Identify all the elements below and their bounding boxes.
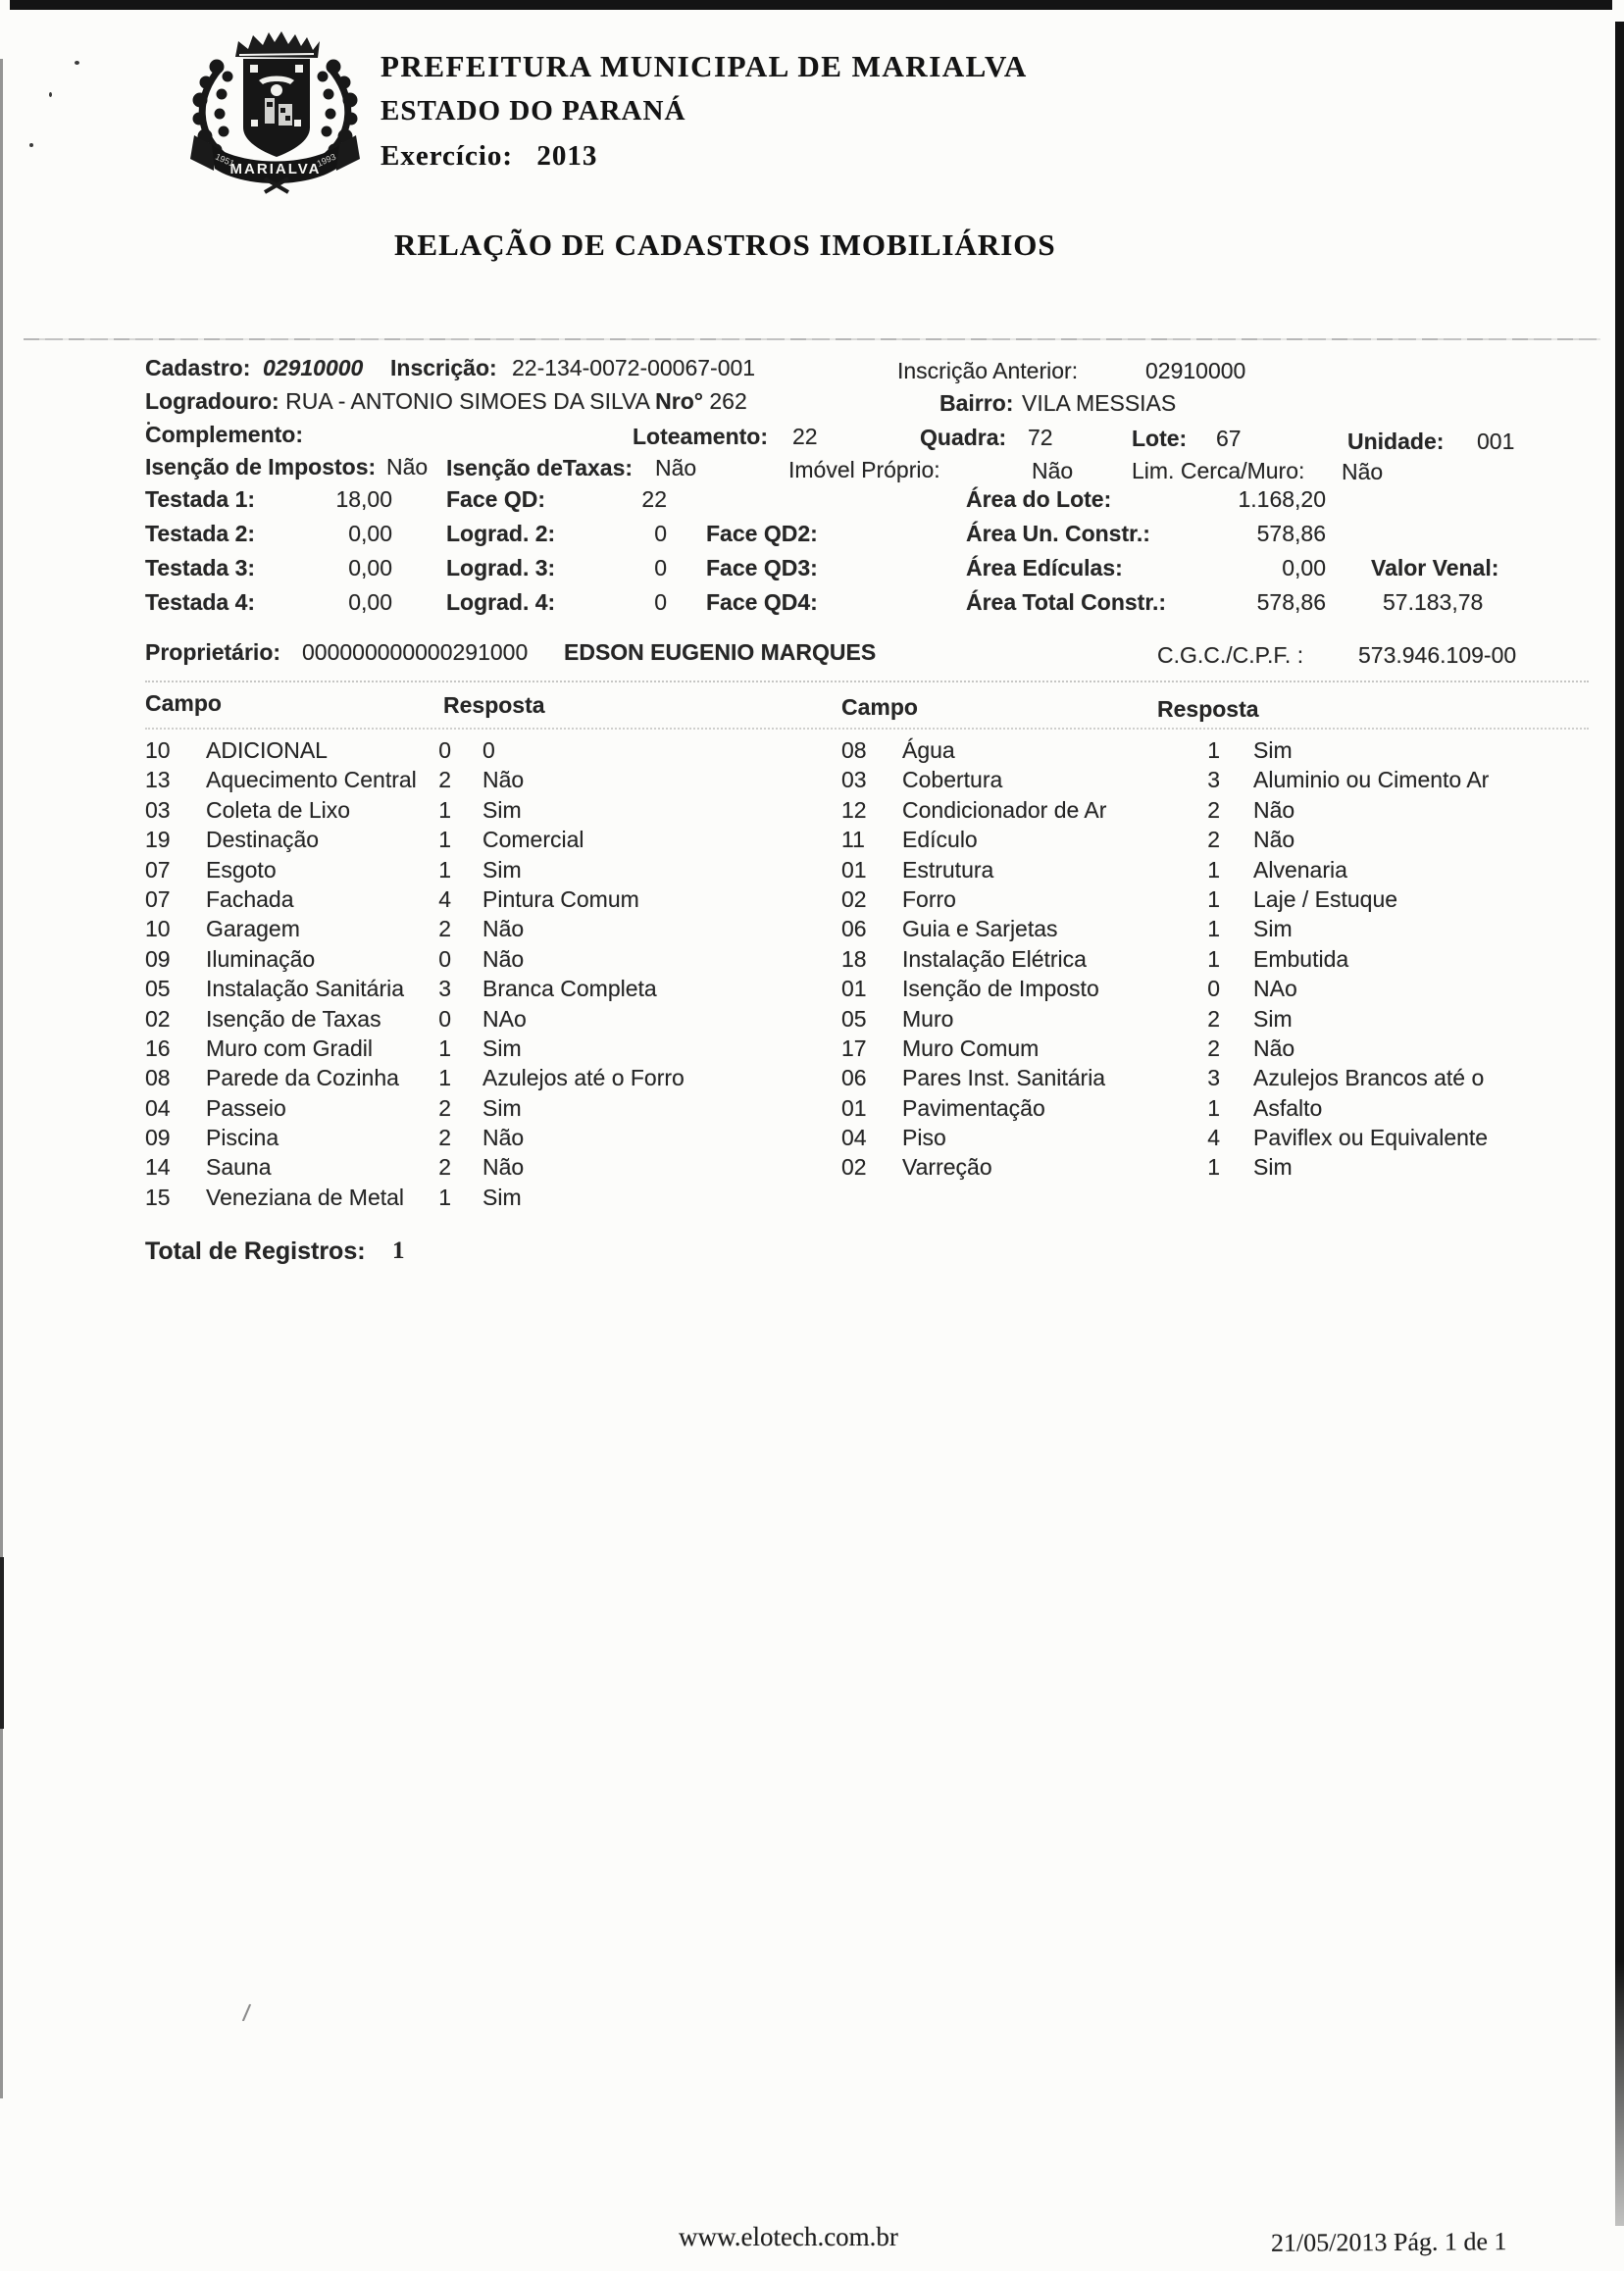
testada-label: Testada 4: (145, 589, 256, 615)
imovel-proprio-value: Não (1032, 458, 1074, 483)
campo-code: 12 (841, 796, 867, 823)
resposta-text: Sim (482, 796, 522, 823)
resposta-text: 0 (482, 737, 495, 763)
campo-row (145, 1006, 832, 1035)
nro-value: 262 (709, 388, 747, 414)
logradouro-label: Logradouro: (145, 388, 279, 414)
resposta-text: NAo (1253, 976, 1297, 1002)
campo-row (841, 1095, 1528, 1125)
unidade-value: 001 (1477, 429, 1515, 454)
campo-code: 04 (841, 1125, 867, 1151)
campo-row (841, 827, 1528, 856)
complemento-label: Complemento: (145, 422, 303, 447)
campo-label: Varreção (902, 1154, 992, 1181)
campo-code: 06 (841, 1065, 867, 1091)
campo-label: Muro Comum (902, 1035, 1040, 1061)
campo-label: Aquecimento Central (206, 767, 417, 793)
campo-label: ADICIONAL (206, 737, 328, 763)
area-label: Área Total Constr.: (966, 589, 1167, 615)
resposta-code: 1 (1207, 1154, 1220, 1181)
footer-date-page: 21/05/2013 Pág. 1 de 1 (1270, 2227, 1507, 2257)
resposta-text: Azulejos Brancos até o (1253, 1065, 1485, 1091)
proprietario-codigo: 000000000000291000 (302, 639, 529, 665)
inscricao-value: 22-134-0072-00067-001 (512, 355, 756, 380)
lote-value: 67 (1216, 426, 1242, 451)
resposta-code: 1 (1207, 885, 1220, 912)
campo-code: 10 (145, 916, 171, 942)
campo-code: 02 (841, 885, 867, 912)
campo-list-right (841, 737, 1528, 1185)
resposta-code: 2 (1207, 1005, 1220, 1032)
campo-row (841, 767, 1528, 796)
scan-speck (29, 143, 33, 147)
campo-label: Condicionador de Ar (902, 796, 1107, 823)
campo-label: Veneziana de Metal (206, 1184, 405, 1210)
campo-header-left: Campo (145, 690, 222, 716)
resposta-text: Asfalto (1253, 1094, 1323, 1121)
isencao-impostos-value: Não (386, 454, 429, 479)
campo-row (145, 857, 832, 886)
unidade-label: Unidade: (1347, 429, 1445, 454)
scan-edge-left (0, 59, 3, 2098)
campo-row (145, 916, 832, 945)
lote-label: Lote: (1132, 426, 1188, 451)
campo-code: 08 (145, 1065, 171, 1091)
valor-venal-value: 57.183,78 (1383, 589, 1484, 615)
campo-row (841, 857, 1528, 886)
inscricao-anterior-value: 02910000 (1145, 358, 1246, 383)
campo-code: 06 (841, 916, 867, 942)
resposta-text: Embutida (1253, 945, 1349, 972)
campo-code: 14 (145, 1154, 171, 1181)
campo-row (841, 946, 1528, 976)
campo-label: Água (902, 737, 955, 763)
resposta-text: Alvenaria (1253, 856, 1347, 883)
resposta-text: Sim (482, 1184, 522, 1210)
medidas-row (145, 589, 1577, 624)
logradouro-face-value: 0 (654, 555, 667, 580)
campo-row (841, 1035, 1528, 1065)
resposta-code: 2 (438, 916, 451, 942)
campo-row (145, 737, 832, 767)
campo-code: 13 (145, 767, 171, 793)
isencao-impostos-label: Isenção de Impostos: (145, 454, 377, 479)
campo-code: 18 (841, 945, 867, 972)
area-value: 1.168,20 (1238, 486, 1326, 512)
proprietario-label: Proprietário: (145, 639, 281, 665)
resposta-code: 0 (1207, 976, 1220, 1002)
logradouro-face-label: Face QD: (446, 486, 545, 512)
logradouro-line (145, 388, 747, 415)
header-divider (24, 338, 1600, 340)
campo-row (145, 797, 832, 827)
resposta-code: 1 (1207, 737, 1220, 763)
campo-label: Parede da Cozinha (206, 1065, 399, 1091)
campo-label: Forro (902, 885, 956, 912)
face-qd-label: Face QD3: (706, 555, 818, 580)
scan-edge-left-blot (0, 1557, 4, 1729)
campo-row (841, 1154, 1528, 1184)
resposta-text: Não (482, 945, 525, 972)
campo-code: 01 (841, 976, 867, 1002)
campo-label: Pavimentação (902, 1094, 1045, 1121)
scan-speck (49, 92, 52, 97)
logo-year-right: 1993 (315, 151, 337, 169)
resposta-code: 3 (438, 976, 451, 1002)
resposta-code: 1 (438, 1184, 451, 1210)
resposta-header-right: Resposta (1157, 696, 1259, 722)
campo-label: Estrutura (902, 856, 994, 883)
campo-label: Passeio (206, 1094, 286, 1121)
proprietario-nome: EDSON EUGENIO MARQUES (564, 639, 877, 665)
campo-code: 03 (841, 767, 867, 793)
resposta-code: 2 (1207, 827, 1220, 853)
isencao-taxas-value: Não (655, 455, 697, 480)
resposta-text: Não (482, 767, 525, 793)
resposta-text: Não (1253, 796, 1295, 823)
testada-value: 18,00 (335, 486, 392, 512)
resposta-code: 3 (1207, 767, 1220, 793)
resposta-text: Sim (1253, 916, 1293, 942)
logradouro-value: RUA - ANTONIO SIMOES DA SILVA (285, 388, 649, 414)
campo-code: 16 (145, 1035, 171, 1061)
resposta-code: 2 (438, 767, 451, 793)
resposta-code: 1 (438, 827, 451, 853)
area-value: 0,00 (1282, 555, 1326, 580)
logradouro-face-label: Lograd. 2: (446, 521, 556, 546)
scan-edge-top (10, 0, 1612, 10)
campo-label: Coleta de Lixo (206, 796, 351, 823)
campo-code: 17 (841, 1035, 867, 1061)
resposta-text: Azulejos até o Forro (482, 1065, 685, 1091)
org-name-line: PREFEITURA MUNICIPAL DE MARIALVA (381, 49, 1028, 83)
total-registros-label: Total de Registros: (145, 1237, 366, 1265)
campo-row (145, 827, 832, 856)
medidas-row (145, 521, 1577, 555)
inscricao-anterior-label: Inscrição Anterior: (897, 358, 1079, 383)
testada-label: Testada 1: (145, 486, 256, 512)
campo-label: Isenção de Taxas (206, 1005, 381, 1032)
resposta-text: NAo (482, 1005, 527, 1032)
campo-row (145, 1035, 832, 1065)
campo-code: 15 (145, 1184, 171, 1210)
area-value: 578,86 (1256, 589, 1326, 615)
imovel-proprio-label: Imóvel Próprio: (788, 457, 940, 482)
cgc-cpf-label: C.G.C./C.P.F. : (1157, 642, 1304, 668)
campo-label: Pares Inst. Sanitária (902, 1065, 1106, 1091)
campo-code: 05 (841, 1005, 867, 1032)
resposta-header-left: Resposta (443, 692, 545, 718)
scan-speck (75, 61, 79, 65)
resposta-text: Sim (482, 1094, 522, 1121)
campo-row (841, 886, 1528, 916)
exercise-label: Exercício: (381, 140, 514, 172)
nro-label: Nro° (655, 388, 703, 414)
campo-row (841, 1125, 1528, 1154)
campo-code: 05 (145, 976, 171, 1002)
quadra-label: Quadra: (920, 425, 1007, 450)
inscricao-label: Inscrição: (390, 355, 497, 380)
scan-edge-right (1615, 22, 1624, 2226)
campo-code: 09 (145, 945, 171, 972)
valor-venal-label: Valor Venal: (1371, 555, 1499, 580)
footer-website: www.elotech.com.br (679, 2222, 898, 2251)
resposta-text: Laje / Estuque (1253, 885, 1398, 912)
org-state-line: ESTADO DO PARANÁ (381, 95, 686, 126)
resposta-text: Sim (1253, 1154, 1293, 1181)
testada-value: 0,00 (348, 521, 392, 546)
resposta-code: 2 (1207, 1035, 1220, 1061)
area-label: Área Un. Constr.: (966, 521, 1150, 546)
resposta-text: Não (1253, 827, 1295, 853)
testada-value: 0,00 (348, 555, 392, 580)
campo-row (841, 976, 1528, 1005)
resposta-text: Pintura Comum (482, 885, 639, 912)
municipal-coat-of-arms-logo (155, 25, 395, 194)
campo-row (145, 1125, 832, 1154)
campo-code: 03 (145, 796, 171, 823)
campo-header-separator (145, 728, 1589, 730)
logradouro-face-value: 22 (641, 486, 667, 512)
resposta-code: 1 (438, 1035, 451, 1061)
campo-row (145, 976, 832, 1005)
resposta-code: 2 (438, 1154, 451, 1181)
loteamento-label: Loteamento: (633, 424, 768, 449)
resposta-code: 1 (438, 796, 451, 823)
resposta-text: Sim (482, 856, 522, 883)
resposta-code: 4 (1207, 1125, 1220, 1151)
medidas-row (145, 555, 1577, 589)
campo-code: 01 (841, 1094, 867, 1121)
resposta-code: 1 (1207, 945, 1220, 972)
resposta-text: Sim (1253, 737, 1293, 763)
campo-label: Isenção de Imposto (902, 976, 1099, 1002)
campo-row (841, 1065, 1528, 1094)
cadastro-label: Cadastro: (145, 355, 251, 380)
campo-label: Piscina (206, 1125, 279, 1151)
campo-code: 02 (145, 1005, 171, 1032)
campo-row (841, 797, 1528, 827)
resposta-code: 3 (1207, 1065, 1220, 1091)
resposta-text: Paviflex ou Equivalente (1253, 1125, 1489, 1151)
campo-code: 04 (145, 1094, 171, 1121)
campo-label: Destinação (206, 827, 320, 853)
campo-code: 09 (145, 1125, 171, 1151)
logo-year-left: 1951 (214, 151, 236, 169)
campo-code: 08 (841, 737, 867, 763)
campo-code: 10 (145, 737, 171, 763)
campo-label: Edículo (902, 827, 978, 853)
resposta-text: Comercial (482, 827, 584, 853)
campo-row (145, 886, 832, 916)
resposta-code: 0 (438, 945, 451, 972)
quadra-value: 72 (1028, 425, 1053, 450)
campo-label: Sauna (206, 1154, 272, 1181)
campo-label: Muro (902, 1005, 954, 1032)
resposta-code: 4 (438, 885, 451, 912)
campo-list-left (145, 737, 832, 1214)
bairro-label: Bairro: (939, 390, 1014, 416)
medidas-block (145, 486, 1577, 624)
resposta-code: 2 (1207, 796, 1220, 823)
resposta-text: Não (482, 1125, 525, 1151)
campo-label: Iluminação (206, 945, 316, 972)
document-title: RELAÇÃO DE CADASTROS IMOBILIÁRIOS (394, 227, 1056, 262)
area-value: 578,86 (1256, 521, 1326, 546)
resposta-code: 1 (438, 856, 451, 883)
campo-row (145, 1095, 832, 1125)
resposta-text: Aluminio ou Cimento Ar (1253, 767, 1490, 793)
cgc-cpf-value: 573.946.109-00 (1358, 642, 1517, 668)
logradouro-face-value: 0 (654, 589, 667, 615)
resposta-code: 2 (438, 1094, 451, 1121)
campo-row (145, 1185, 832, 1214)
campo-code: 07 (145, 856, 171, 883)
campo-label: Cobertura (902, 767, 1003, 793)
campo-header-right: Campo (841, 694, 918, 720)
campo-label: Garagem (206, 916, 300, 942)
resposta-code: 0 (438, 1005, 451, 1032)
loteamento-value: 22 (792, 424, 818, 449)
campo-label: Instalação Sanitária (206, 976, 405, 1002)
resposta-text: Não (482, 916, 525, 942)
testada-label: Testada 2: (145, 521, 256, 546)
campo-row (145, 1065, 832, 1094)
proprietario-separator (145, 681, 1589, 682)
campo-label: Piso (902, 1125, 946, 1151)
scan-stray-mark: / (241, 1999, 252, 2028)
campo-row (145, 1154, 832, 1184)
testada-value: 0,00 (348, 589, 392, 615)
campo-row (145, 946, 832, 976)
isencao-taxas-label: Isenção deTaxas: (446, 455, 634, 480)
campo-label: Instalação Elétrica (902, 945, 1087, 972)
face-qd-label: Face QD4: (706, 589, 818, 615)
campo-row (841, 916, 1528, 945)
campo-label: Muro com Gradil (206, 1035, 373, 1061)
cadastro-value: 02910000 (263, 355, 364, 380)
resposta-code: 2 (438, 1125, 451, 1151)
logradouro-face-label: Lograd. 4: (446, 589, 556, 615)
campo-row (841, 1006, 1528, 1035)
bairro-value: VILA MESSIAS (1022, 390, 1177, 416)
campo-label: Fachada (206, 885, 294, 912)
resposta-code: 1 (1207, 1094, 1220, 1121)
resposta-text: Não (482, 1154, 525, 1181)
area-label: Área Edículas: (966, 555, 1123, 580)
resposta-code: 1 (438, 1065, 451, 1091)
logradouro-face-value: 0 (654, 521, 667, 546)
resposta-code: 0 (438, 737, 451, 763)
area-label: Área do Lote: (966, 486, 1112, 512)
logradouro-face-label: Lograd. 3: (446, 555, 556, 580)
campo-label: Guia e Sarjetas (902, 916, 1058, 942)
testada-label: Testada 3: (145, 555, 256, 580)
resposta-text: Não (1253, 1035, 1295, 1061)
lim-cerca-muro-label: Lim. Cerca/Muro: (1132, 458, 1305, 483)
resposta-text: Branca Completa (482, 976, 657, 1002)
resposta-code: 1 (1207, 916, 1220, 942)
exercise-value: 2013 (536, 140, 598, 172)
resposta-code: 1 (1207, 856, 1220, 883)
campo-code: 19 (145, 827, 171, 853)
resposta-text: Sim (482, 1035, 522, 1061)
campo-row (145, 767, 832, 796)
campo-row (841, 737, 1528, 767)
total-registros-value: 1 (392, 1237, 405, 1264)
logo-banner-text: MARIALVA (229, 161, 322, 177)
campo-code: 11 (841, 827, 865, 853)
campo-code: 01 (841, 856, 867, 883)
medidas-row (145, 486, 1577, 521)
campo-label: Esgoto (206, 856, 277, 883)
exercise-line (381, 140, 597, 173)
resposta-text: Sim (1253, 1005, 1293, 1032)
campo-code: 07 (145, 885, 171, 912)
face-qd-label: Face QD2: (706, 521, 818, 546)
campo-code: 02 (841, 1154, 867, 1181)
lim-cerca-muro-value: Não (1342, 459, 1384, 484)
